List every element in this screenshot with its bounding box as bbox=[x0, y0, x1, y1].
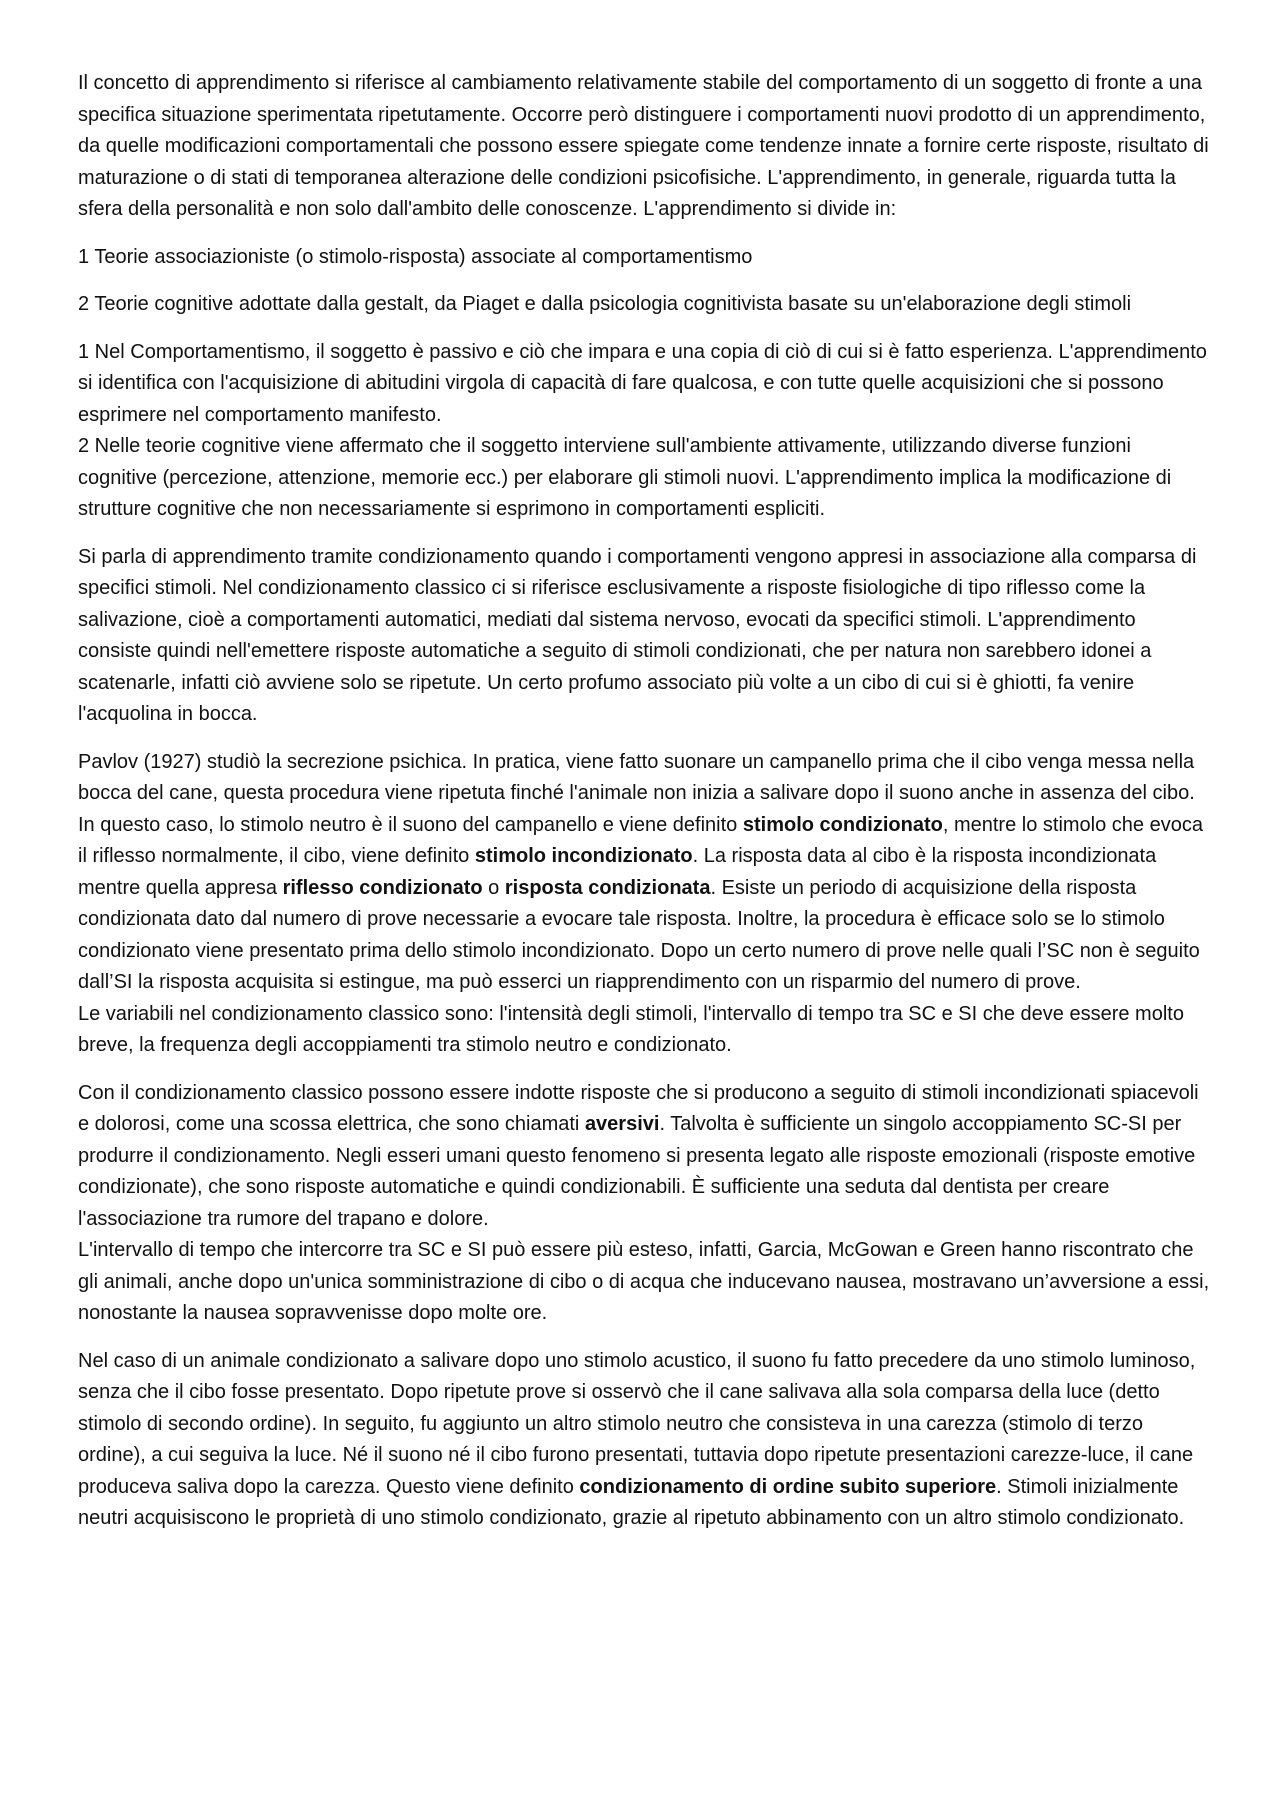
pavlov-text-5: . Esiste un periodo di acquisizione della risposta condizionata dato dal numero di prove necessarie a evocare tale risposta. Inoltre, la procedura è efficace solo se lo stimolo condizionato viene presentato prima dello stimolo incondizionato. Dopo un certo numero di prove nelle quali l’SC non è seguito dall’SI la risposta acquisita si estingue, ma può esserci un riapprendimento con un risparmio del numero di prove. bbox=[78, 876, 1200, 993]
paragraph-interval: L'intervallo di tempo che intercorre tra SC e SI può essere più esteso, infatti, Garcia, McGowan e Green hanno riscontrato che gli animali, anche dopo un'unica somministrazione di cibo o di acqua che inducevano nausea, mostravano un’avversione a essi, nonostante la nausea sopravvenisse dopo molte ore. bbox=[78, 1239, 1210, 1324]
term-conditioned-stimulus: stimolo condizionato bbox=[742, 813, 943, 836]
higher-order-text-1: Nel caso di un animale condizionato a salivare dopo uno stimolo acustico, il suono fu fatto precedere da uno stimolo luminoso, senza che il cibo fosse presentato. Dopo ripetute prove si osservò che il cane salivava alla sola comparsa della luce (detto stimolo di secondo ordine). In seguito, fu aggiunto un altro stimolo neutro che consisteva in una carezza (stimolo di terzo ordine), a cui seguiva la luce. Né il suono né il cibo furono presentati, tuttavia dopo ripetute presentazioni carezze-luce, il cane produceva saliva dopo la carezza. Questo viene definito bbox=[78, 1349, 1196, 1498]
pavlov-text-1: Pavlov (1927) studiò la secrezione psichica. In pratica, viene fatto suonare un campanello prima che il cibo venga messa nella bocca del cane, questa procedura viene ripetuta finché l'animale non inizia a salivare dopo il suono anche in assenza del cibo. In questo caso, lo stimolo neutro è il suono del campanello e viene definito bbox=[78, 750, 1195, 836]
aversive-text-1: Con il condizionamento classico possono essere indotte risposte che si producono a seguito di stimoli incondizionati spiacevoli e dolorosi, come una scossa elettrica, che sono chiamati bbox=[78, 1081, 1199, 1135]
term-aversive: aversivi bbox=[584, 1113, 660, 1135]
paragraph-cognitive: 2 Nelle teorie cognitive viene affermato che il soggetto interviene sull'ambiente attivamente, utilizzando diverse funzioni cognitive (percezione, attenzione, memorie ecc.) per elaborare gli stimoli nuovi. L'apprendimento implica la modificazione di strutture cognitive che non necessariamente si esprimono in comportamenti espliciti. bbox=[78, 435, 1172, 520]
paragraph-variables: Le variabili nel condizionamento classico sono: l'intensità degli stimoli, l'intervallo di tempo tra SC e SI che deve essere molto breve, la frequenza degli accoppiamenti tra stimolo neutro e condizionato. bbox=[78, 1002, 1184, 1056]
aversive-text-2: . Talvolta è sufficiente un singolo accoppiamento SC-SI per produrre il condizionamento. Negli esseri umani questo fenomeno si presenta legato alle risposte emozionali (risposte emotive condizionate), che sono risposte automatiche e quindi condizionabili. È sufficiente una seduta dal dentista per creare l'associazione tra rumore del trapano e dolore. bbox=[78, 1113, 1196, 1230]
paragraph-pavlov bbox=[78, 747, 1212, 999]
paragraph-theory-1: 1 Teorie associazioniste (o stimolo-risposta) associate al comportamentismo bbox=[78, 245, 753, 268]
higher-order-text-2: . Stimoli inizialmente neutri acquisiscono le proprietà di uno stimolo condizionato, grazie al ripetuto abbinamento con un altro stimolo condizionato. bbox=[78, 1475, 1185, 1529]
term-unconditioned-stimulus: stimolo incondizionato bbox=[474, 845, 693, 867]
paragraph-intro: Il concetto di apprendimento si riferisce al cambiamento relativamente stabile del comportamento di un soggetto di fronte a una specifica situazione sperimentata ripetutamente. Occorre però distinguere i comportamenti nuovi prodotto di un apprendimento, da quelle modificazioni comportamentali che possono essere spiegate come tendenze innate a fornire certe risposte, risultato di maturazione o di stati di temporanea alterazione delle condizioni psicofisiche. L'apprendimento, in generale, riguarda tutta la sfera della personalità e non solo dall'ambito delle conoscenze. L'apprendimento si divide in: bbox=[78, 72, 1209, 220]
pavlov-text-2: , mentre lo stimolo che evoca il riflesso normalmente, il cibo, viene definito bbox=[78, 813, 1203, 867]
paragraph-conditioning: Si parla di apprendimento tramite condizionamento quando i comportamenti vengono appresi in associazione alla comparsa di specifici stimoli. Nel condizionamento classico ci si riferisce esclusivamente a risposte fisiologiche di tipo riflesso come la salivazione, cioè a comportamenti automatici, mediati dal sistema nervoso, evocati da specifici stimoli. L'apprendimento consiste quindi nell'emettere risposte automatiche a seguito di stimoli condizionati, che per natura non sarebbero idonei a scatenarle, infatti ciò avviene solo se ripetute. Un certo profumo associato più volte a un cibo di cui si è ghiotti, fa venire l'acquolina in bocca. bbox=[78, 545, 1197, 725]
paragraph-behaviorism: 1 Nel Comportamentismo, il soggetto è passivo e ciò che impara e una copia di ciò di cui si è fatto esperienza. L'apprendimento si identifica con l'acquisizione di abitudini virgola di capacità di fare qualcosa, e con tutte quelle acquisizioni che si possono esprimere nel comportamento manifesto. bbox=[78, 340, 1207, 426]
document-page bbox=[78, 68, 1212, 1551]
term-conditioned-response: risposta condizionata bbox=[504, 876, 711, 899]
paragraph-higher-order bbox=[78, 1346, 1212, 1535]
pavlov-text-4: o bbox=[482, 876, 505, 899]
paragraph-theory-2: 2 Teorie cognitive adottate dalla gestalt, da Piaget e dalla psicologia cognitivista basate su un'elaborazione degli stimoli bbox=[78, 293, 1132, 315]
pavlov-text-3: . La risposta data al cibo è la risposta incondizionata mentre quella appresa bbox=[78, 845, 1157, 899]
term-conditioned-reflex: riflesso condizionato bbox=[282, 876, 483, 899]
term-higher-order-conditioning: condizionamento di ordine subito superiore bbox=[579, 1475, 997, 1498]
paragraph-aversive bbox=[78, 1078, 1212, 1236]
